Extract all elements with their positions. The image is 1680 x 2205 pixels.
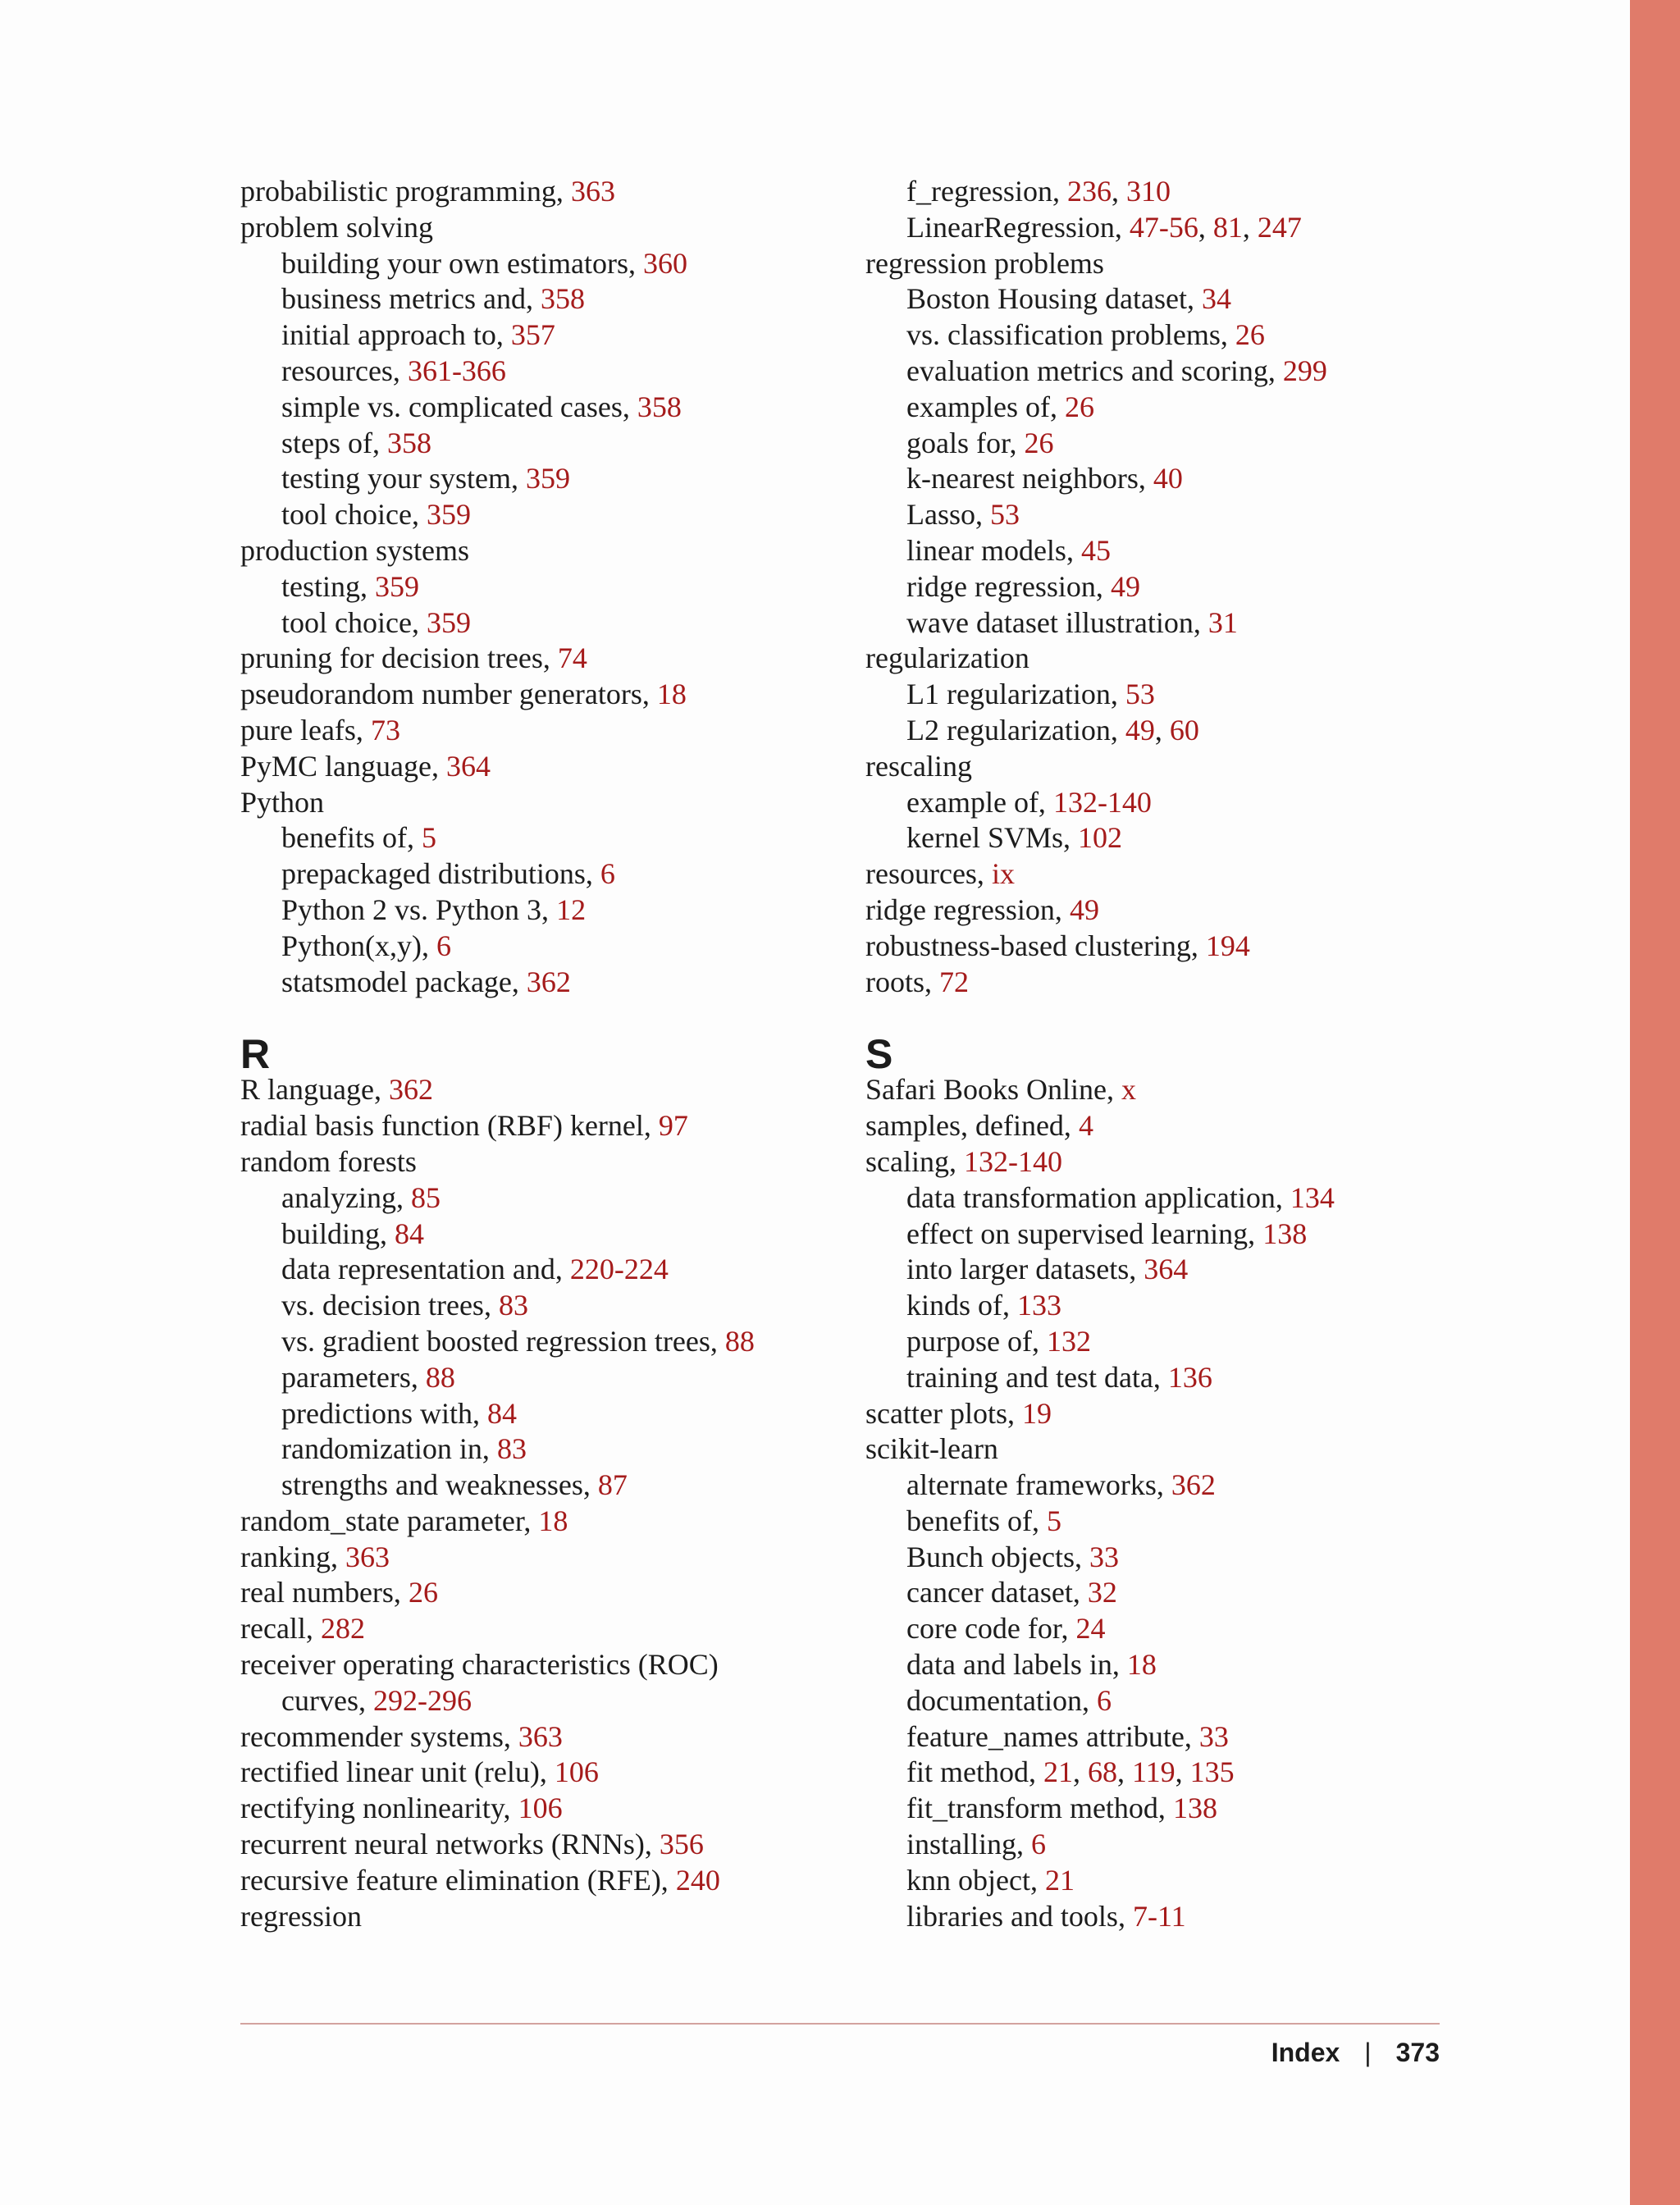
page-reference-link[interactable]: 361-366	[407, 354, 506, 387]
index-subentry	[865, 1252, 1440, 1288]
index-term: kernel SVMs,	[906, 821, 1078, 855]
page-number: 373	[1395, 2038, 1440, 2067]
index-subentry	[865, 677, 1440, 713]
index-entry	[240, 1611, 815, 1647]
index-term: vs. decision trees,	[281, 1289, 499, 1322]
index-subentry	[865, 1647, 1440, 1683]
page-reference-link[interactable]: 6	[436, 929, 451, 962]
index-term: pure leafs,	[240, 713, 371, 746]
page-reference-link[interactable]: 138	[1262, 1217, 1308, 1250]
index-subentry	[240, 605, 815, 641]
index-subentry	[240, 1252, 815, 1288]
page-reference-link[interactable]: 26	[1235, 318, 1265, 352]
index-subentry	[240, 1431, 815, 1468]
index-subentry	[240, 929, 815, 965]
index-term: resources,	[865, 857, 992, 891]
page-reference-link[interactable]: 359	[426, 605, 471, 639]
page-reference-link[interactable]: 88	[724, 1324, 755, 1358]
page-reference-link[interactable]: 106	[554, 1755, 599, 1789]
page-reference-link[interactable]: 119	[1131, 1755, 1176, 1789]
page-reference-link[interactable]: 282	[320, 1612, 365, 1646]
index-subentry	[865, 785, 1440, 821]
index-term: goals for,	[906, 426, 1025, 459]
index-subentry	[240, 1288, 815, 1324]
footer-separator: |	[1364, 2038, 1372, 2067]
page-reference-link[interactable]: 18	[1126, 1648, 1157, 1682]
index-term: benefits of,	[281, 821, 422, 855]
page-reference-link[interactable]: 88	[425, 1360, 455, 1394]
index-term: probabilistic programming,	[240, 175, 571, 208]
page-reference-link[interactable]: 21	[1044, 1863, 1075, 1897]
index-term: benefits of,	[906, 1504, 1047, 1537]
index-entry	[865, 1108, 1440, 1144]
index-term: roots,	[865, 965, 939, 998]
index-term: pseudorandom number generators,	[240, 678, 657, 711]
index-subentry	[240, 569, 815, 605]
index-term: receiver operating characteristics (ROC)	[240, 1648, 719, 1682]
index-entry	[240, 1647, 815, 1683]
page-reference-link[interactable]: 4	[1078, 1109, 1093, 1143]
page-reference-link[interactable]: 102	[1078, 821, 1122, 855]
page-reference-link[interactable]: 5	[421, 821, 436, 855]
index-entry	[240, 641, 815, 677]
page-reference-link[interactable]: 53	[990, 498, 1020, 532]
index-term: effect on supervised learning,	[906, 1217, 1263, 1250]
index-subentry	[240, 497, 815, 533]
page-reference-link[interactable]: 21	[1043, 1755, 1073, 1789]
index-term: predictions with,	[281, 1396, 487, 1430]
index-term: production systems	[240, 533, 469, 567]
index-subentry	[240, 354, 815, 390]
index-term: scaling,	[865, 1144, 964, 1178]
page-reference-link[interactable]: 292-296	[372, 1683, 472, 1717]
index-term: robustness-based clustering,	[865, 929, 1206, 962]
page-reference-link[interactable]: 6	[1096, 1683, 1112, 1717]
page-reference-link[interactable]: 6	[1031, 1828, 1046, 1861]
index-term: training and test data,	[906, 1360, 1168, 1394]
page-reference-link[interactable]: 356	[659, 1828, 704, 1861]
index-subentry	[865, 1180, 1440, 1217]
index-subentry	[240, 892, 815, 929]
index-subentry	[240, 1180, 815, 1217]
index-term: alternate frameworks,	[906, 1468, 1171, 1502]
page-reference-link[interactable]: 7-11	[1132, 1899, 1186, 1933]
index-subentry	[240, 1217, 815, 1253]
index-term: Boston Housing dataset,	[906, 282, 1202, 316]
index-entry	[865, 929, 1440, 965]
index-subentry	[240, 820, 815, 856]
index-term: pruning for decision trees,	[240, 641, 558, 675]
index-subentry	[865, 820, 1440, 856]
index-subentry	[865, 713, 1440, 749]
index-subentry	[865, 1755, 1440, 1791]
page-reference-link[interactable]: 364	[445, 749, 491, 783]
page-reference-link[interactable]: 33	[1089, 1540, 1119, 1573]
index-entry	[240, 713, 815, 749]
page-reference-link[interactable]: 133	[1017, 1289, 1061, 1322]
index-subentry	[240, 1360, 815, 1396]
page-reference-link[interactable]: 357	[510, 318, 555, 352]
index-term: kinds of,	[906, 1289, 1017, 1322]
page-reference-link[interactable]: 310	[1125, 175, 1171, 208]
page-reference-link[interactable]: 360	[642, 246, 687, 280]
index-term: knn object,	[906, 1863, 1045, 1897]
index-entry	[240, 749, 815, 785]
index-subentry	[240, 1396, 815, 1432]
index-term: Lasso,	[906, 498, 990, 532]
index-subentry	[865, 1683, 1440, 1719]
page-edge-tab	[1630, 0, 1680, 2205]
index-entry	[240, 1719, 815, 1755]
page-reference-link[interactable]: 97	[658, 1109, 688, 1143]
page-reference-link[interactable]: 358	[637, 390, 682, 423]
index-term: evaluation metrics and scoring,	[906, 354, 1283, 387]
index-term: purpose of,	[906, 1324, 1047, 1358]
index-term: installing,	[906, 1828, 1031, 1861]
page-reference-link[interactable]: 364	[1144, 1253, 1189, 1286]
index-term: steps of,	[281, 426, 387, 459]
index-subentry	[865, 317, 1440, 354]
index-entry	[240, 677, 815, 713]
index-entry	[240, 174, 815, 210]
index-subentry	[865, 390, 1440, 426]
index-subentry	[240, 281, 815, 317]
index-subentry	[865, 497, 1440, 533]
page-reference-link[interactable]: 26	[1024, 426, 1054, 459]
page-reference-link[interactable]: 220-224	[569, 1253, 669, 1286]
page-reference-link[interactable]: 132-140	[963, 1144, 1062, 1178]
index-term: building,	[281, 1217, 395, 1250]
index-term: PyMC language,	[240, 749, 446, 783]
page-reference-link[interactable]: 49	[1069, 892, 1099, 926]
page-reference-link[interactable]: 49	[1110, 569, 1140, 603]
index-subentry	[865, 1504, 1440, 1540]
index-column-left	[240, 174, 815, 1934]
page-reference-link[interactable]: 194	[1205, 929, 1250, 962]
index-subentry	[865, 533, 1440, 569]
index-subentry	[865, 1791, 1440, 1827]
index-term: analyzing,	[281, 1180, 411, 1214]
page-reference-link[interactable]: 45	[1080, 533, 1111, 567]
index-subentry	[240, 1468, 815, 1504]
page-reference-link[interactable]: 138	[1172, 1792, 1217, 1825]
index-term: recursive feature elimination (RFE),	[240, 1863, 676, 1897]
page-reference-link[interactable]: 358	[540, 282, 585, 316]
page-reference-link[interactable]: 74	[557, 641, 587, 675]
index-term: Python(x,y),	[281, 929, 436, 962]
index-term: strengths and weaknesses,	[281, 1468, 598, 1502]
index-subentry	[240, 461, 815, 497]
index-entry	[240, 533, 815, 569]
page-reference-link[interactable]: 32	[1087, 1576, 1117, 1609]
page-reference-link[interactable]: 240	[675, 1863, 720, 1897]
index-entry	[240, 1575, 815, 1611]
index-subentry	[865, 210, 1440, 246]
index-term: initial approach to,	[281, 318, 511, 352]
index-subentry	[865, 1217, 1440, 1253]
index-entry	[865, 641, 1440, 677]
index-entry	[865, 1431, 1440, 1468]
page-reference-link[interactable]: 359	[525, 462, 570, 495]
index-term: rectified linear unit (relu),	[240, 1755, 555, 1789]
page-reference-link[interactable]: 40	[1153, 462, 1183, 495]
page-reference-link[interactable]: 299	[1282, 354, 1327, 387]
index-term: regularization	[865, 641, 1029, 675]
index-term: L2 regularization,	[906, 713, 1125, 746]
index-term: documentation,	[906, 1683, 1097, 1717]
index-subentry	[865, 1719, 1440, 1755]
page-reference-link[interactable]: 47-56	[1129, 210, 1198, 244]
index-entry	[240, 1540, 815, 1576]
index-entry	[240, 1144, 815, 1180]
page-reference-link[interactable]: 26	[1064, 390, 1094, 423]
index-entry	[240, 1791, 815, 1827]
index-subentry	[865, 1324, 1440, 1360]
page-reference-link[interactable]: 18	[656, 678, 687, 711]
page-reference-link[interactable]: 5	[1046, 1504, 1061, 1537]
index-term: curves,	[281, 1683, 373, 1717]
index-term: L1 regularization,	[906, 678, 1125, 711]
index-term: wave dataset illustration,	[906, 605, 1208, 639]
index-subentry	[240, 390, 815, 426]
index-term: recall,	[240, 1612, 321, 1646]
index-term: scatter plots,	[865, 1396, 1022, 1430]
page-reference-link[interactable]: 26	[408, 1576, 438, 1609]
index-term: resources,	[281, 354, 408, 387]
index-entry	[865, 749, 1440, 785]
index-term: fit_transform method,	[906, 1792, 1173, 1825]
footer-rule	[240, 2023, 1440, 2025]
index-term: feature_names attribute,	[906, 1719, 1199, 1753]
index-entry	[240, 785, 815, 821]
index-term: random forests	[240, 1144, 417, 1178]
index-term: k-nearest neighbors,	[906, 462, 1153, 495]
page-reference-link[interactable]: 6	[600, 857, 615, 891]
index-subentry	[865, 174, 1440, 210]
page-reference-link[interactable]: 132	[1046, 1324, 1091, 1358]
index-term: core code for,	[906, 1612, 1076, 1646]
index-entry	[240, 1755, 815, 1791]
index-entry	[865, 856, 1440, 892]
index-subentry	[240, 317, 815, 354]
page-reference-link[interactable]: 81	[1212, 210, 1243, 244]
index-term: ridge regression,	[865, 892, 1070, 926]
index-term: examples of,	[906, 390, 1065, 423]
index-letter-heading: R	[240, 1031, 271, 1078]
index-term: data transformation application,	[906, 1180, 1290, 1214]
index-term: regression problems	[865, 246, 1104, 280]
page-ref-separator: ,	[1072, 1755, 1088, 1789]
page-reference-link[interactable]: 362	[388, 1073, 433, 1107]
page-reference-link[interactable]: 132-140	[1052, 785, 1152, 819]
index-term: tool choice,	[281, 605, 427, 639]
page-reference-link[interactable]: 359	[375, 569, 419, 603]
page-reference-link[interactable]: 136	[1167, 1360, 1212, 1394]
index-term: Python 2 vs. Python 3,	[281, 892, 557, 926]
index-term: rescaling	[865, 749, 972, 783]
index-term: recurrent neural networks (RNNs),	[240, 1828, 660, 1861]
index-term: real numbers,	[240, 1576, 409, 1609]
index-entry	[240, 1899, 815, 1935]
index-subentry	[865, 1575, 1440, 1611]
page-reference-link[interactable]: 24	[1075, 1612, 1106, 1646]
index-term: problem solving	[240, 210, 433, 244]
index-subentry	[240, 965, 815, 1001]
index-subentry	[865, 1540, 1440, 1576]
page-reference-link[interactable]: 84	[486, 1396, 517, 1430]
index-subentry	[865, 281, 1440, 317]
index-term: fit method,	[906, 1755, 1043, 1789]
page-reference-link[interactable]: 363	[518, 1719, 563, 1753]
index-subentry	[240, 1324, 815, 1360]
index-term: into larger datasets,	[906, 1253, 1144, 1286]
index-entry	[865, 965, 1440, 1001]
index-entry	[240, 1863, 815, 1899]
index-term: data and labels in,	[906, 1648, 1127, 1682]
page-reference-link[interactable]: 49	[1125, 713, 1155, 746]
index-term: testing your system,	[281, 462, 526, 495]
index-term: randomization in,	[281, 1432, 497, 1466]
index-term: libraries and tools,	[906, 1899, 1133, 1933]
index-term: example of,	[906, 785, 1053, 819]
page-reference-link[interactable]: 34	[1201, 282, 1231, 316]
page-reference-link[interactable]: 31	[1208, 605, 1238, 639]
index-entry	[865, 1396, 1440, 1432]
page-reference-link[interactable]: 363	[345, 1540, 390, 1573]
index-subentry	[865, 461, 1440, 497]
index-term: testing,	[281, 569, 375, 603]
index-term: samples, defined,	[865, 1109, 1079, 1143]
page-reference-link[interactable]: 12	[556, 892, 587, 926]
page-ref-separator: ,	[1111, 175, 1126, 208]
page-reference-link[interactable]: 236	[1066, 175, 1112, 208]
index-entry	[240, 1072, 815, 1108]
page-ref-separator: ,	[1198, 210, 1213, 244]
index-term: linear models,	[906, 533, 1081, 567]
page-footer	[1271, 2034, 1440, 2070]
page-reference-link[interactable]: 18	[538, 1504, 568, 1537]
index-term: scikit-learn	[865, 1432, 998, 1466]
index-term: regression	[240, 1899, 362, 1933]
index-term: f_regression,	[906, 175, 1067, 208]
index-term: vs. classification problems,	[906, 318, 1235, 352]
page-reference-link[interactable]: 53	[1125, 678, 1155, 711]
page-reference-link[interactable]: 247	[1257, 210, 1302, 244]
index-subentry	[865, 569, 1440, 605]
index-subentry	[240, 1683, 815, 1719]
index-letter-heading: S	[865, 1031, 893, 1078]
index-term: tool choice,	[281, 498, 427, 532]
index-term: statsmodel package,	[281, 965, 527, 998]
page-reference-link[interactable]: 359	[426, 498, 471, 532]
index-term: R language,	[240, 1073, 389, 1107]
index-subentry	[240, 426, 815, 462]
page-ref-separator: ,	[1175, 1755, 1190, 1789]
index-subentry	[240, 856, 815, 892]
index-term: data representation and,	[281, 1253, 570, 1286]
index-subentry	[865, 1288, 1440, 1324]
page-reference-link[interactable]: 135	[1189, 1755, 1235, 1789]
index-term: radial basis function (RBF) kernel,	[240, 1109, 659, 1143]
index-subentry	[865, 426, 1440, 462]
page-reference-link[interactable]: 87	[597, 1468, 628, 1502]
page-reference-link[interactable]: 83	[496, 1432, 527, 1466]
index-entry	[865, 1072, 1440, 1108]
page-reference-link[interactable]: 73	[370, 713, 400, 746]
page-reference-link[interactable]: 362	[526, 965, 571, 998]
index-subentry	[865, 1611, 1440, 1647]
page-reference-link[interactable]: 363	[570, 175, 615, 208]
page-reference-link[interactable]: 83	[498, 1289, 528, 1322]
index-entry	[240, 1504, 815, 1540]
index-term: parameters,	[281, 1360, 426, 1394]
index-term: business metrics and,	[281, 282, 541, 316]
index-subentry	[865, 1360, 1440, 1396]
index-term: cancer dataset,	[906, 1576, 1088, 1609]
index-subentry	[865, 354, 1440, 390]
index-subentry	[865, 605, 1440, 641]
index-term: Safari Books Online,	[865, 1073, 1121, 1107]
index-term: rectifying nonlinearity,	[240, 1792, 518, 1825]
index-column-right	[865, 174, 1440, 1934]
index-subentry	[865, 1468, 1440, 1504]
footer-section-label: Index	[1271, 2038, 1340, 2067]
page-reference-link[interactable]: 362	[1171, 1468, 1216, 1502]
index-term: prepackaged distributions,	[281, 857, 600, 891]
page-reference-link[interactable]: 68	[1087, 1755, 1117, 1789]
page-reference-link[interactable]: 84	[395, 1217, 425, 1250]
index-term: simple vs. complicated cases,	[281, 390, 637, 423]
index-term: Bunch objects,	[906, 1540, 1089, 1573]
index-entry	[240, 1827, 815, 1863]
page-reference-link[interactable]: 106	[518, 1792, 563, 1825]
page-reference-link[interactable]: 85	[410, 1180, 441, 1214]
index-term: building your own estimators,	[281, 246, 643, 280]
index-subentry	[865, 1827, 1440, 1863]
index-term: vs. gradient boosted regression trees,	[281, 1324, 725, 1358]
index-subentry	[865, 1899, 1440, 1935]
page-ref-separator: ,	[1154, 713, 1170, 746]
index-term: LinearRegression,	[906, 210, 1130, 244]
index-entry	[240, 210, 815, 246]
index-term: Python	[240, 785, 325, 819]
page-reference-link[interactable]: 358	[387, 426, 431, 459]
index-subentry	[865, 1863, 1440, 1899]
page-reference-link[interactable]: 134	[1290, 1180, 1335, 1214]
index-term: ranking,	[240, 1540, 345, 1573]
page-ref-separator: ,	[1242, 210, 1258, 244]
page-reference-link[interactable]: 72	[939, 965, 969, 998]
index-entry	[240, 1108, 815, 1144]
index-term: ridge regression,	[906, 569, 1111, 603]
page-reference-link[interactable]: 33	[1198, 1719, 1229, 1753]
index-entry	[865, 892, 1440, 929]
index-entry	[865, 246, 1440, 282]
page-reference-link[interactable]: ix	[991, 857, 1015, 891]
page-reference-link[interactable]: 60	[1169, 713, 1199, 746]
index-subentry	[240, 246, 815, 282]
index-term: recommender systems,	[240, 1719, 518, 1753]
page-reference-link[interactable]: x	[1121, 1073, 1136, 1107]
index-entry	[865, 1144, 1440, 1180]
page-ref-separator: ,	[1116, 1755, 1132, 1789]
index-term: random_state parameter,	[240, 1504, 539, 1537]
page-reference-link[interactable]: 19	[1021, 1396, 1052, 1430]
